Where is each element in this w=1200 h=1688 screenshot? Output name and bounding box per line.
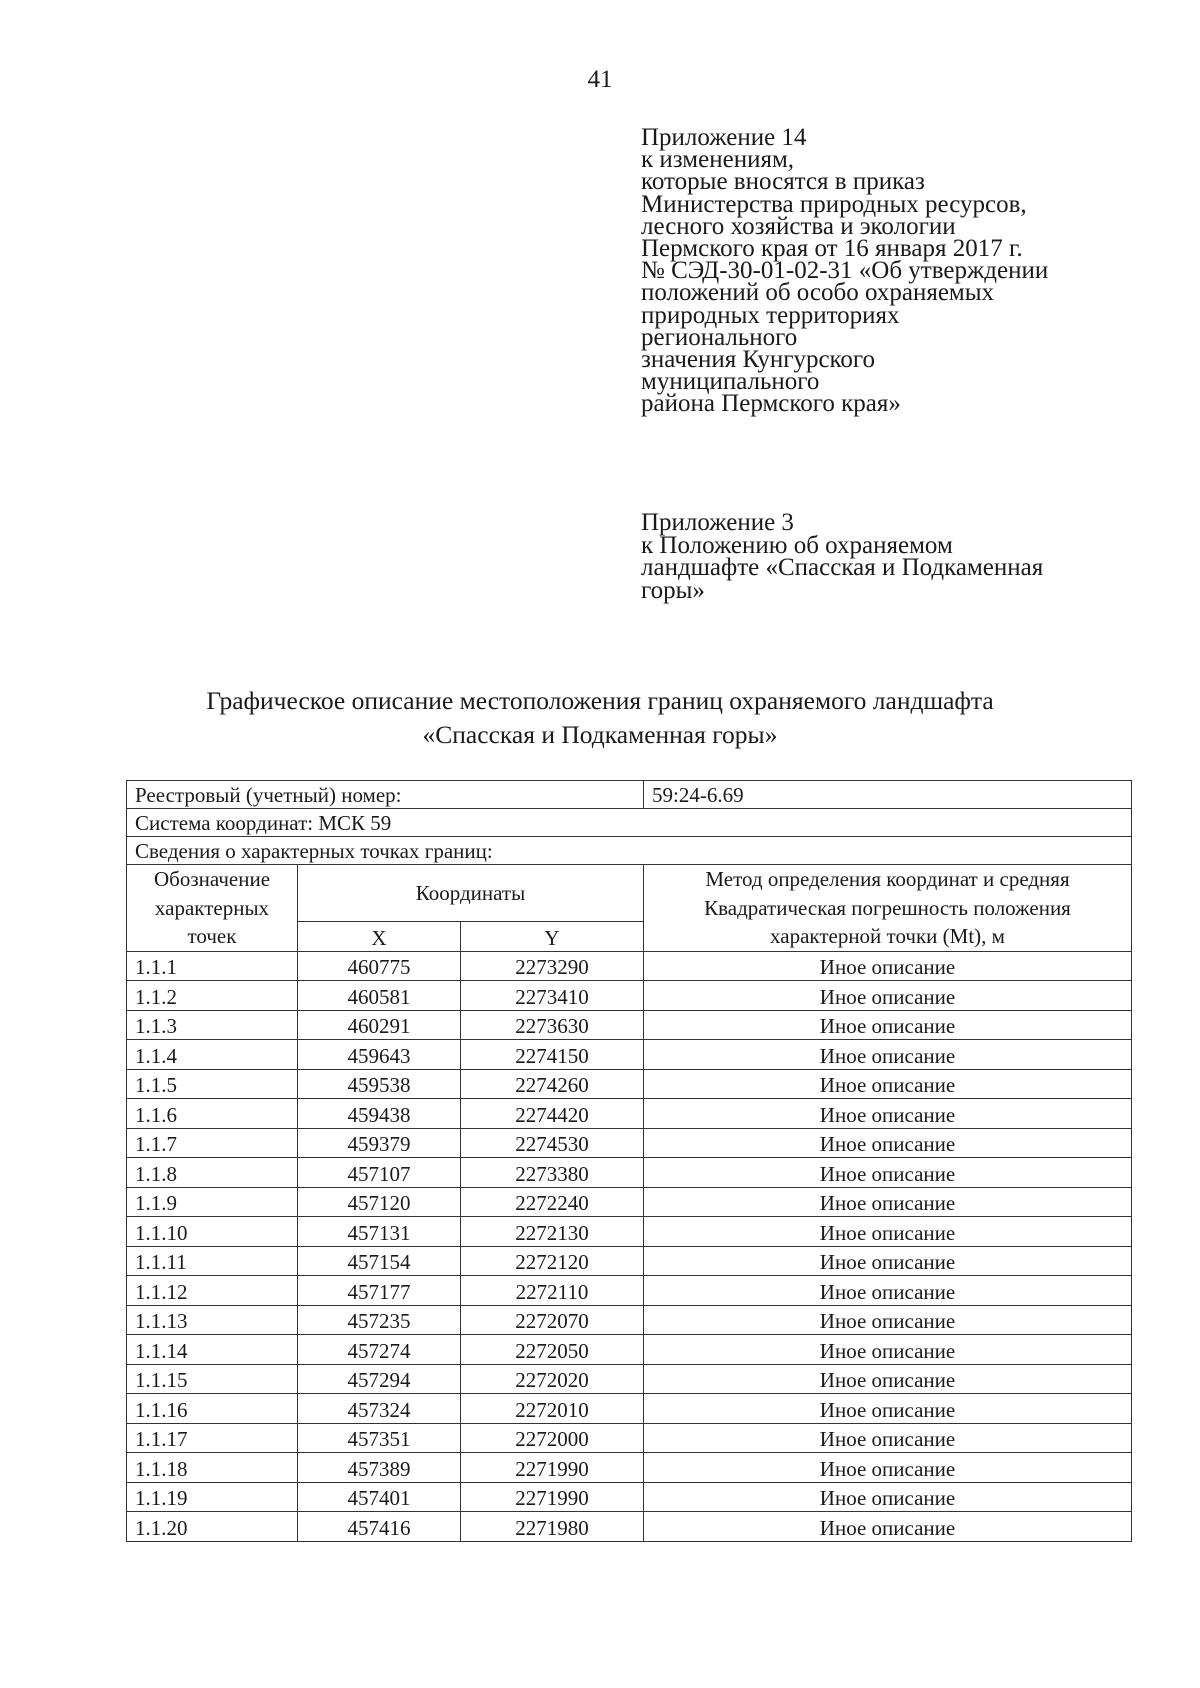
point-id-cell: 1.1.20 — [127, 1512, 298, 1542]
y-coordinate-cell: 2272240 — [461, 1187, 644, 1217]
table-row — [127, 1423, 1132, 1453]
point-id-cell: 1.1.4 — [127, 1040, 298, 1070]
method-cell: Иное описание — [644, 1069, 1132, 1099]
x-coordinate-cell: 457389 — [298, 1453, 461, 1483]
method-cell: Иное описание — [644, 1040, 1132, 1070]
y-coordinate-cell: 2273410 — [461, 981, 644, 1011]
appendix-line: Пермского края от 16 января 2017 г. — [641, 235, 1023, 263]
x-coordinate-cell: 457401 — [298, 1482, 461, 1512]
point-id-cell: 1.1.17 — [127, 1423, 298, 1453]
y-coordinate-cell: 2273630 — [461, 1010, 644, 1040]
method-cell: Иное описание — [644, 1364, 1132, 1394]
point-id-cell: 1.1.9 — [127, 1187, 298, 1217]
y-coordinate-cell: 2274530 — [461, 1128, 644, 1158]
y-coordinate-cell: 2271980 — [461, 1512, 644, 1542]
table-row — [127, 1187, 1132, 1217]
x-coordinate-cell: 459438 — [298, 1099, 461, 1129]
x-coordinate-cell: 459643 — [298, 1040, 461, 1070]
table-row — [127, 1246, 1132, 1276]
point-id-cell: 1.1.3 — [127, 1010, 298, 1040]
x-coordinate-cell: 457120 — [298, 1187, 461, 1217]
table-row — [127, 1335, 1132, 1365]
method-cell: Иное описание — [644, 1305, 1132, 1335]
point-id-cell: 1.1.15 — [127, 1364, 298, 1394]
method-cell: Иное описание — [644, 1246, 1132, 1276]
y-coordinate-cell: 2272010 — [461, 1394, 644, 1424]
table-row — [127, 1010, 1132, 1040]
header-method: Метод определения координат и средняя Квадратическая погрешность положения характерной точки (Mt), м — [644, 865, 1132, 952]
y-coordinate-cell: 2273290 — [461, 951, 644, 981]
table-row — [127, 1512, 1132, 1542]
x-coordinate-cell: 457351 — [298, 1423, 461, 1453]
x-coordinate-cell: 457294 — [298, 1364, 461, 1394]
appendix-line: положений об особо охраняемых — [641, 279, 995, 307]
y-coordinate-cell: 2274260 — [461, 1069, 644, 1099]
x-coordinate-cell: 457324 — [298, 1394, 461, 1424]
method-cell: Иное описание — [644, 1128, 1132, 1158]
table-row — [127, 1394, 1132, 1424]
point-id-cell: 1.1.12 — [127, 1276, 298, 1306]
x-coordinate-cell: 457131 — [298, 1217, 461, 1247]
page-number: 41 — [587, 66, 613, 93]
method-cell: Иное описание — [644, 951, 1132, 981]
table-row — [127, 1482, 1132, 1512]
appendix-line: которые вносятся в приказ — [641, 168, 925, 196]
appendix-line: горы» — [641, 576, 705, 604]
point-id-cell: 1.1.1 — [127, 951, 298, 981]
x-coordinate-cell: 460581 — [298, 981, 461, 1011]
point-id-cell: 1.1.6 — [127, 1099, 298, 1129]
method-cell: Иное описание — [644, 1482, 1132, 1512]
point-id-cell: 1.1.7 — [127, 1128, 298, 1158]
x-coordinate-cell: 457235 — [298, 1305, 461, 1335]
y-coordinate-cell: 2273380 — [461, 1158, 644, 1188]
method-cell: Иное описание — [644, 1099, 1132, 1129]
y-coordinate-cell: 2271990 — [461, 1482, 644, 1512]
method-cell: Иное описание — [644, 1158, 1132, 1188]
table-row — [127, 1305, 1132, 1335]
point-id-cell: 1.1.5 — [127, 1069, 298, 1099]
y-coordinate-cell: 2272070 — [461, 1305, 644, 1335]
x-coordinate-cell: 457177 — [298, 1276, 461, 1306]
appendix-line: Приложение 14 — [641, 124, 807, 151]
method-cell: Иное описание — [644, 1512, 1132, 1542]
x-coordinate-cell: 459379 — [298, 1128, 461, 1158]
method-cell: Иное описание — [644, 1423, 1132, 1453]
x-coordinate-cell: 457154 — [298, 1246, 461, 1276]
y-coordinate-cell: 2274150 — [461, 1040, 644, 1070]
method-cell: Иное описание — [644, 981, 1132, 1011]
method-cell: Иное описание — [644, 1335, 1132, 1365]
appendix-line: значения Кунгурского — [641, 346, 876, 374]
appendix-14-header — [641, 124, 1161, 418]
appendix-line: муниципального — [641, 368, 820, 396]
appendix-line: к Положению об охраняемом — [641, 531, 953, 559]
point-id-cell: 1.1.2 — [127, 981, 298, 1011]
y-coordinate-cell: 2272050 — [461, 1335, 644, 1365]
table-row — [127, 1128, 1132, 1158]
title-line-2: «Спасская и Подкаменная горы» — [422, 720, 778, 749]
y-coordinate-cell: 2272130 — [461, 1217, 644, 1247]
appendix-line: Приложение 3 — [641, 509, 794, 536]
method-cell: Иное описание — [644, 1453, 1132, 1483]
point-id-cell: 1.1.13 — [127, 1305, 298, 1335]
appendix-line: ландшафте «Спасская и Подкаменная — [641, 554, 1044, 581]
point-id-cell: 1.1.14 — [127, 1335, 298, 1365]
table-row — [127, 1099, 1132, 1129]
header-coordinates: Координаты — [298, 865, 644, 922]
registry-value: 59:24-6.69 — [644, 781, 1132, 809]
method-cell: Иное описание — [644, 1010, 1132, 1040]
method-cell: Иное описание — [644, 1394, 1132, 1424]
point-id-cell: 1.1.19 — [127, 1482, 298, 1512]
appendix-line: Министерства природных ресурсов, — [641, 190, 1027, 218]
y-coordinate-cell: 2272120 — [461, 1246, 644, 1276]
x-coordinate-cell: 457416 — [298, 1512, 461, 1542]
table-row — [127, 1364, 1132, 1394]
y-coordinate-cell: 2274420 — [461, 1099, 644, 1129]
x-coordinate-cell: 459538 — [298, 1069, 461, 1099]
appendix-line: района Пермского края» — [641, 390, 901, 418]
header-y: Y — [461, 922, 644, 951]
appendix-line: лесного хозяйства и экологии — [641, 212, 956, 240]
appendix-line: № СЭД-30-01-02-31 «Об утверждении — [641, 257, 1049, 285]
appendix-line: к изменениям, — [641, 146, 795, 174]
method-cell: Иное описание — [644, 1276, 1132, 1306]
header-point-designation: Обозначение характерных точек — [127, 865, 298, 952]
title-line-1: Графическое описание местоположения границ охраняемого ландшафта — [206, 686, 994, 715]
point-id-cell: 1.1.18 — [127, 1453, 298, 1483]
y-coordinate-cell: 2271990 — [461, 1453, 644, 1483]
method-cell: Иное описание — [644, 1217, 1132, 1247]
coordinates-table — [126, 780, 1132, 1542]
coordinate-system: Система координат: МСК 59 — [127, 809, 1132, 837]
point-id-cell: 1.1.10 — [127, 1217, 298, 1247]
points-info: Сведения о характерных точках границ: — [127, 837, 1132, 865]
appendix-line: природных территориях — [641, 301, 900, 329]
method-cell: Иное описание — [644, 1187, 1132, 1217]
table-row — [127, 1158, 1132, 1188]
x-coordinate-cell: 460775 — [298, 951, 461, 981]
table-row — [127, 1453, 1132, 1483]
table-row — [127, 1217, 1132, 1247]
y-coordinate-cell: 2272110 — [461, 1276, 644, 1306]
x-coordinate-cell: 460291 — [298, 1010, 461, 1040]
table-row — [127, 1069, 1132, 1099]
y-coordinate-cell: 2272020 — [461, 1364, 644, 1394]
table-row — [127, 981, 1132, 1011]
appendix-3-header — [641, 509, 1161, 604]
table-row — [127, 951, 1132, 981]
table-row — [127, 1040, 1132, 1070]
x-coordinate-cell: 457107 — [298, 1158, 461, 1188]
document-title — [0, 684, 1200, 752]
point-id-cell: 1.1.16 — [127, 1394, 298, 1424]
header-x: X — [298, 922, 461, 951]
x-coordinate-cell: 457274 — [298, 1335, 461, 1365]
y-coordinate-cell: 2272000 — [461, 1423, 644, 1453]
appendix-line: регионального — [641, 323, 798, 351]
point-id-cell: 1.1.11 — [127, 1246, 298, 1276]
registry-label: Реестровый (учетный) номер: — [127, 781, 644, 809]
table-row — [127, 1276, 1132, 1306]
point-id-cell: 1.1.8 — [127, 1158, 298, 1188]
